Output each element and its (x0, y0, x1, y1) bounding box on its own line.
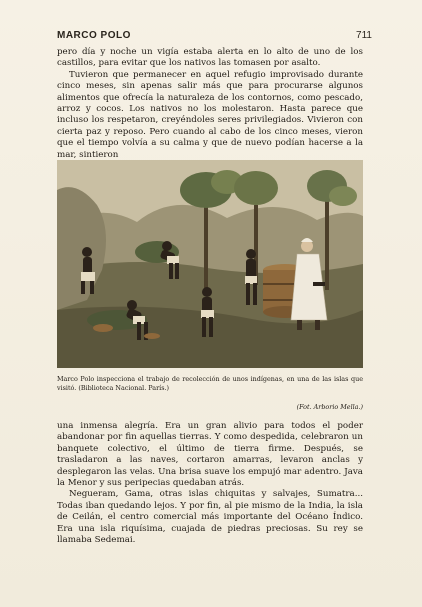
running-title: MARCO POLO (57, 30, 131, 41)
basket (93, 324, 113, 332)
paragraph: pero día y noche un vigía estaba alerta en lo alto de uno de los castillos, para evitar que los nativos las tomasen por asalto. (57, 47, 363, 69)
paragraph: Tuvieron que permanecer en aquel refugio improvisado durante cinco meses, sin apenas salir más que para procurarse algunos alimentos que ofrecía la naturaleza de los contornos, como pescado, arroz y cocos. Los nativos no los molestaron. Hasta parece que incluso los respetaron, creyéndoles seres privilegiados. Vivieron con cierta paz y reposo. Pero cuando al cabo de los cinco meses, vieron que el tiempo volvía a su calma y que de nuevo podían hacerse a la mar, sintieron (57, 69, 363, 160)
photo-credit: (Fot. Arborio Mella.) (296, 403, 363, 411)
illustration-marco-polo-harvest (57, 160, 363, 368)
paragraph: una inmensa alegría. Era un gran alivio para todos el poder abandonar por fin aquellas tierras. Y como despedida, celebraron un banquete colectivo, el último de tierra firme. Después, se trasladaron a las naves, cortaron amarras, levaron anclas y desplegaron las velas. Una brisa suave los empujó mar adentro. Java la Menor y sus peripecias quedaban atrás. (57, 421, 363, 489)
body-text-top (57, 47, 363, 161)
page-number: 711 (356, 30, 372, 41)
body-text-bottom (57, 421, 363, 546)
figure-caption: Marco Polo inspecciona el trabajo de recolección de unos indígenas, en una de las islas que visitó. (Biblioteca Nacional. París.) (57, 375, 363, 392)
basket (144, 333, 160, 339)
paragraph: Negueram, Gama, otras islas chiquitas y salvajes, Sumatra... Todas iban quedando lejos. Y por fin, al pie mismo de la India, la isla de Ceilán, el centro comercial más importante del Océano Índico. Era una isla riquísima, cuajada de piedras preciosas. Su rey se llamaba Sedemai. (57, 489, 363, 546)
miniature-painting (57, 160, 363, 368)
running-head (57, 30, 372, 41)
